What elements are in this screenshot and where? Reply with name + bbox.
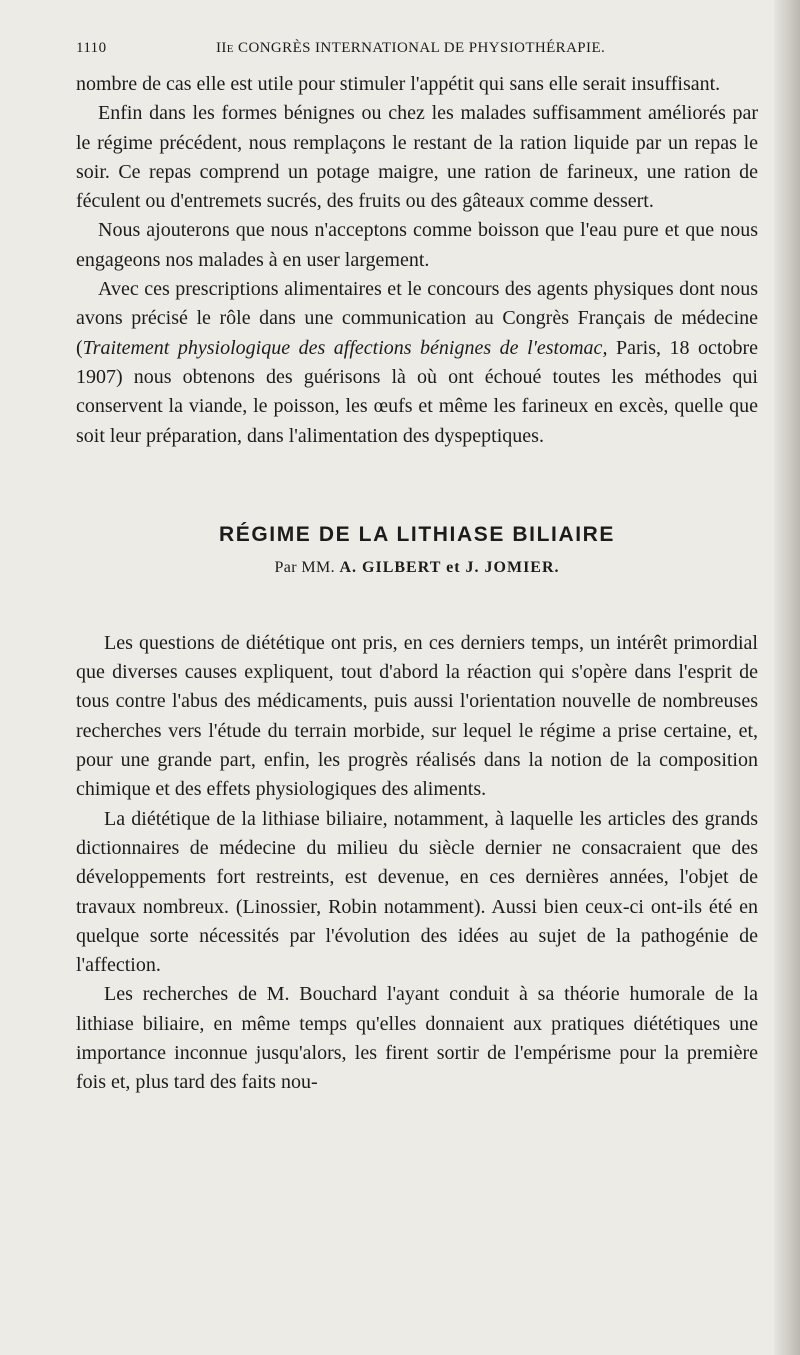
cited-title: Traitement physiologique des affections bénignes de l'estomac, [82,336,608,359]
book-page [76,40,758,1098]
paragraph: La diététique de la lithiase biliaire, notamment, à laquelle les articles des grands dictionnaires de médecine du milieu du siècle dernier ne consacraient que des développements fort restreints, est devenue, en ces dernières années, l'objet de travaux nombreux. (Linossier, Robin notamment). Aussi bien ceux-ci ont-ils été en quelque sorte nécessités par l'évolution des idées au sujet de la pathogénie de l'affection. [76,807,758,977]
paragraph: Enfin dans les formes bénignes ou chez les malades suffisamment améliorés par le régime précédent, nous remplaçons le restant de la ration liquide par un repas le soir. Ce repas comprend un potage maigre, une ration de farineux, une ration de féculent ou d'entremets sucrés, des fruits ou des gâteaux comme dessert. [76,102,758,213]
section-title: RÉGIME DE LA LITHIASE BILIAIRE [218,522,616,546]
paragraph [76,275,758,451]
paragraph: Nous ajouterons que nous n'acceptons comme boisson que l'eau pure et que nous engageons nos malades à en user largement. [76,219,758,271]
section-dyspepsia-continuation [76,70,758,451]
scan-page-edge [774,0,800,1355]
page-number: 1110 [76,40,107,56]
paragraph: Les recherches de M. Bouchard l'ayant conduit à sa théorie humorale de la lithiase biliaire, en même temps qu'elles donnaient aux pratiques diététiques une importance inconnue jusqu'alors, les firent sortir de l'empérisme pour la première fois et, plus tard des faits nou- [76,983,758,1094]
paragraph-text: Avec ces prescriptions alimentaires et le concours des agents physiques dont nous avons précisé le rôle dans une communication au Congrès Français de médecine ( [76,278,758,359]
section-lithiasis [76,629,758,1098]
paragraph-text: Paris, 18 octobre 1907) nous obtenons des guérisons là où ont échoué toutes les méthodes qui conservent la viande, le poisson, les œufs et même les farineux en excès, quelle que soit leur préparation, dans l'alimentation des dyspeptiques. [76,336,758,447]
byline-authors: A. GILBERT et J. JOMIER. [339,558,560,576]
byline-prefix: Par MM. [274,558,340,576]
paragraph: nombre de cas elle est utile pour stimuler l'appétit qui sans elle serait insuffisant. [76,73,721,95]
running-header [76,40,758,70]
paragraph: Les questions de diététique ont pris, en ces derniers temps, un intérêt primordial que diverses causes expliquent, tout d'abord la réaction qui s'opère dans l'esprit de tous contre l'abus des médicaments, puis aussi l'orientation nouvelle de nombreuses recherches vers l'étude du terrain morbide, sur lequel le régime a prise certaine, et, pour une grande part, enfin, les progrès réalisés dans la notion de la composition chimique et des effets physiologiques des aliments. [76,631,758,801]
running-title: IIe CONGRÈS INTERNATIONAL DE PHYSIOTHÉRAPIE. [216,40,606,56]
author-byline [76,559,758,577]
